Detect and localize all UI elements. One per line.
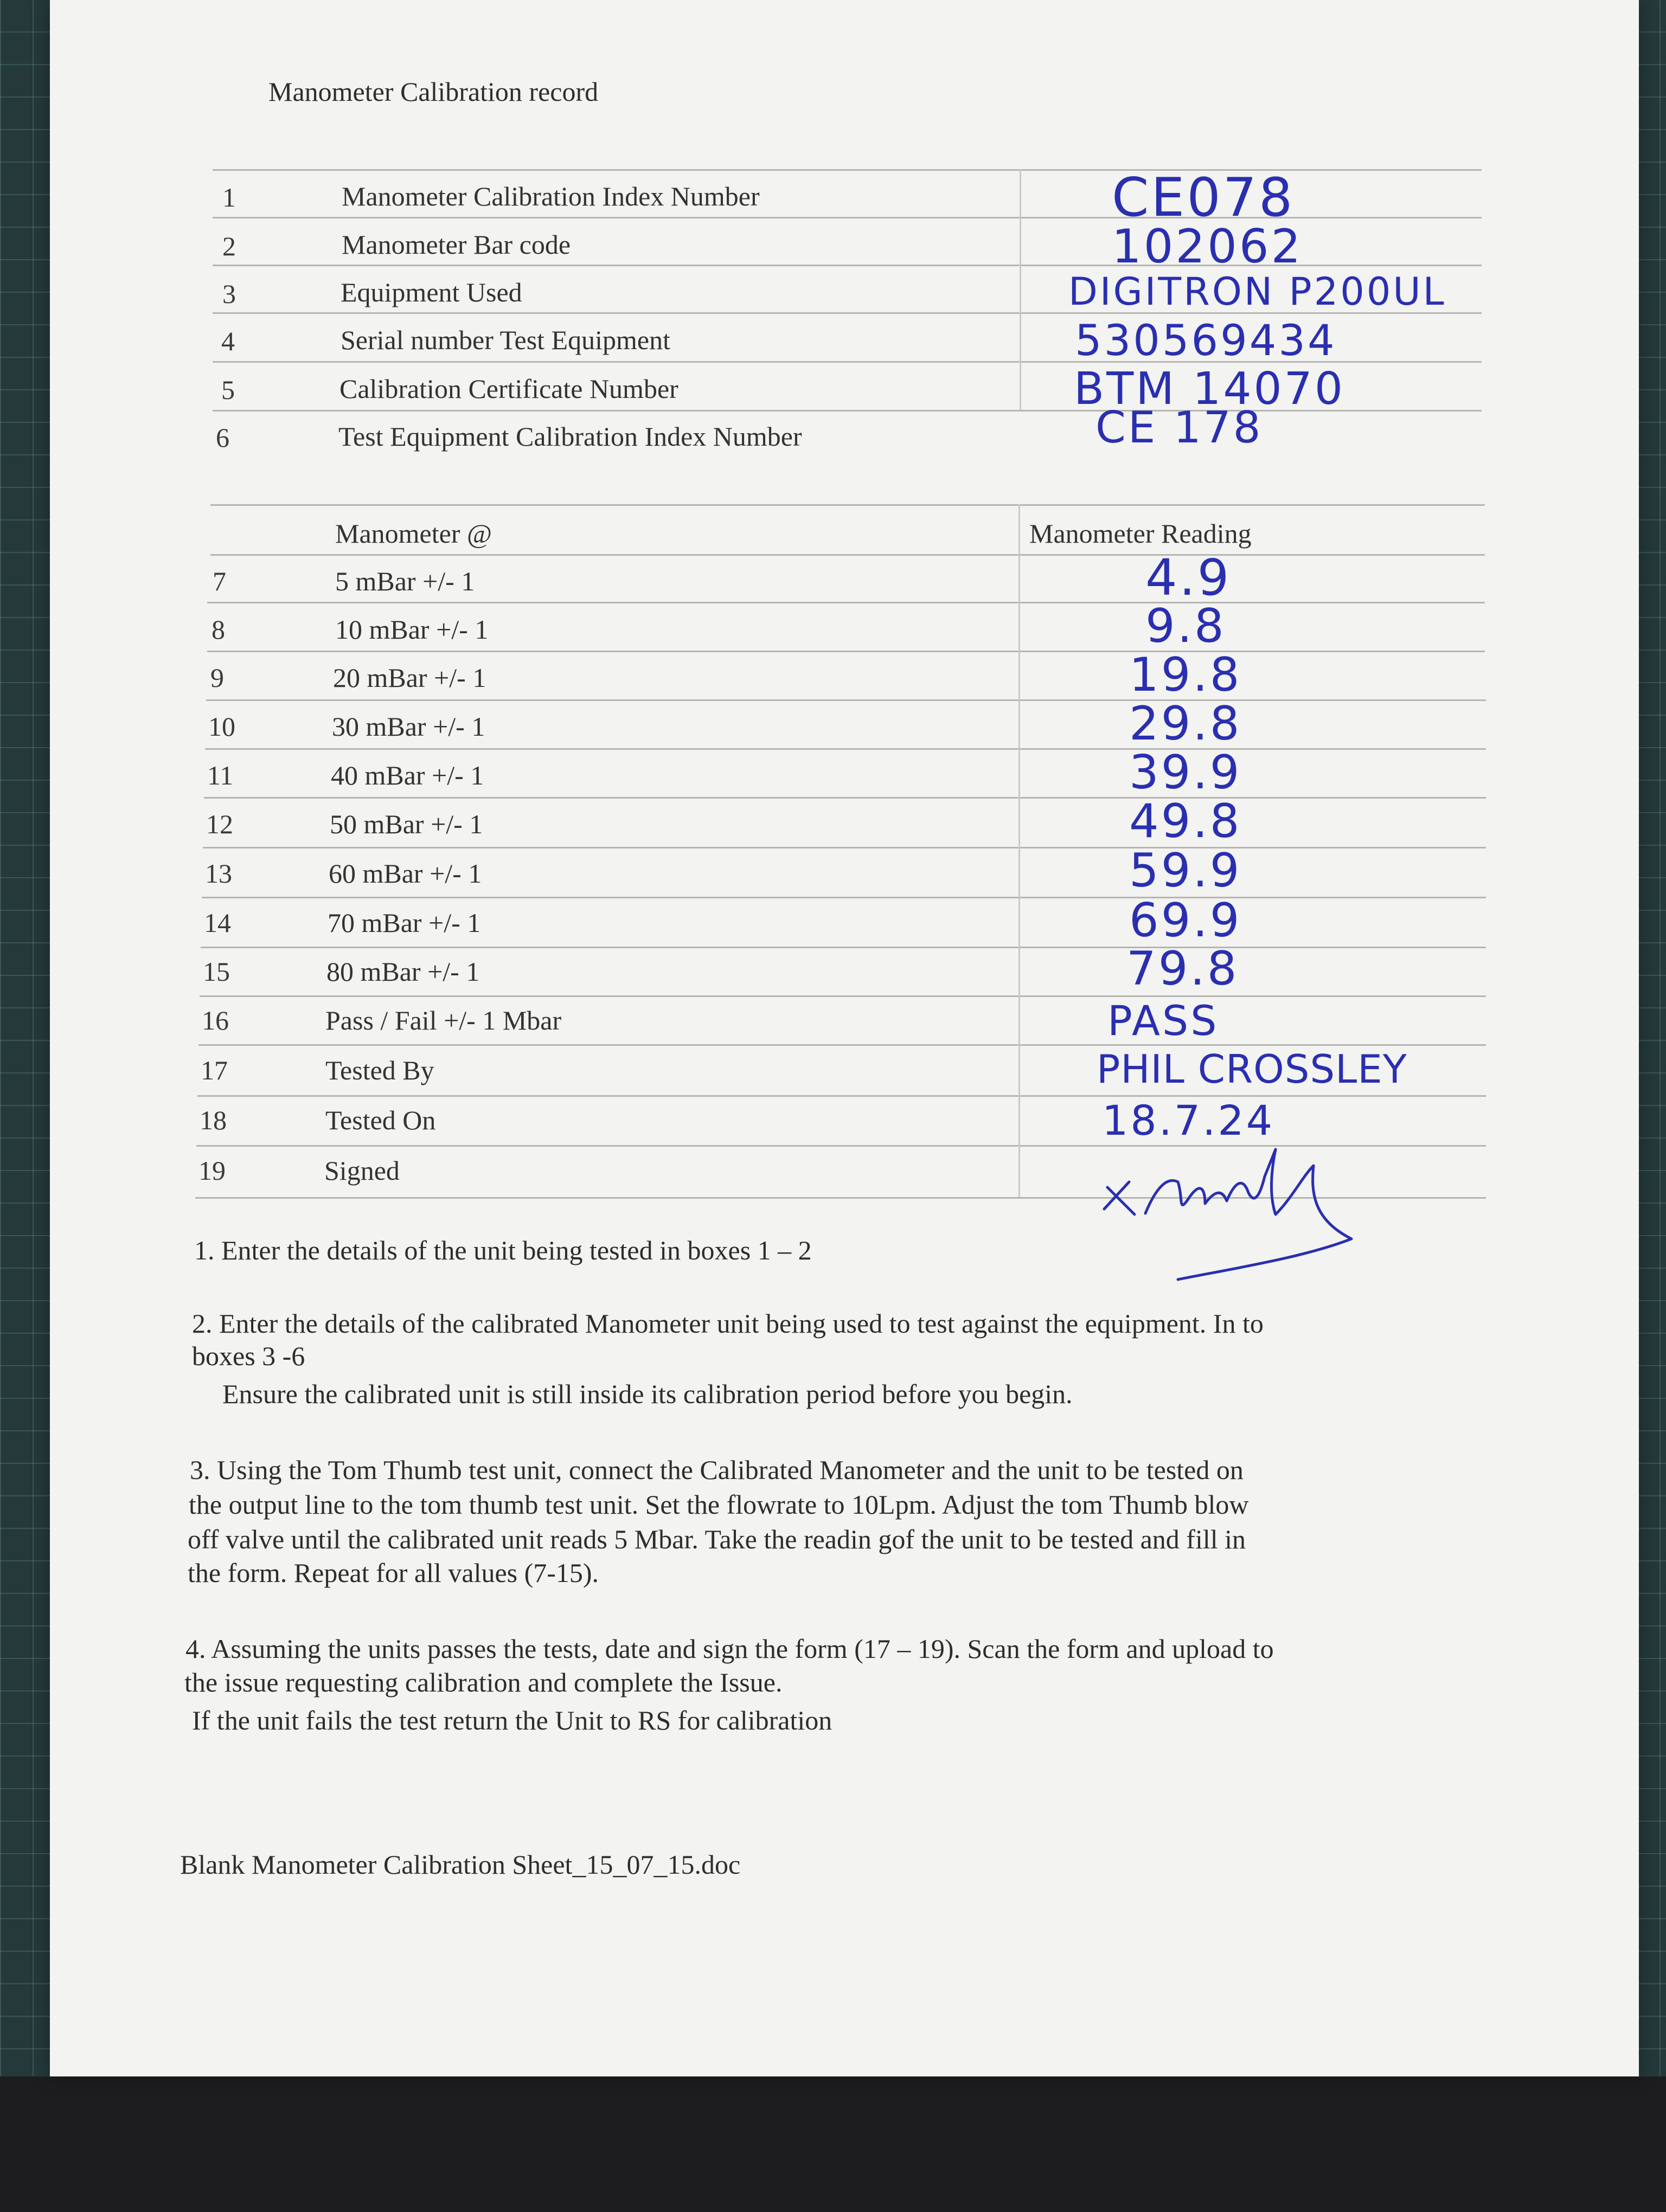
reading-label: Pass / Fail +/- 1 Mbar: [325, 1005, 562, 1036]
handwritten-reading: PASS: [1107, 996, 1219, 1045]
handwritten-reading: 69.9: [1129, 893, 1242, 948]
reading-label: 40 mBar +/- 1: [331, 760, 484, 790]
reading-label: Tested On: [325, 1105, 436, 1135]
handwritten-reading: PHIL CROSSLEY: [1097, 1046, 1407, 1092]
handwritten-value: BTM 14070: [1074, 363, 1345, 415]
handwritten-reading: 29.8: [1129, 697, 1242, 751]
reading-num: 7: [213, 566, 226, 596]
reading-num: 10: [208, 711, 235, 742]
handwritten-reading: 59.9: [1129, 844, 1242, 898]
detail-label: Calibration Certificate Number: [339, 374, 678, 404]
handwritten-reading: 49.8: [1129, 794, 1242, 848]
document-footer: Blank Manometer Calibration Sheet_15_07_15.doc: [180, 1849, 741, 1880]
document-title: Manometer Calibration record: [268, 76, 599, 107]
reading-label: 60 mBar +/- 1: [329, 858, 482, 889]
handwritten-reading: 79.8: [1126, 942, 1239, 996]
detail-num: 2: [222, 231, 236, 261]
handwritten-value: 530569434: [1075, 317, 1337, 365]
detail-num: 1: [222, 182, 236, 213]
instruction-line: the form. Repeat for all values (7-15).: [188, 1558, 599, 1588]
instruction-line: off valve until the calibrated unit reads 5 Mbar. Take the readin gof the unit to be tested and fill in: [188, 1524, 1246, 1554]
reading-label: Tested By: [325, 1055, 434, 1085]
reading-num: 13: [205, 858, 232, 889]
reading-num: 14: [204, 908, 231, 938]
reading-num: 18: [200, 1105, 227, 1135]
reading-label: 30 mBar +/- 1: [332, 711, 485, 742]
reading-label: 20 mBar +/- 1: [333, 663, 486, 693]
instruction-line: the issue requesting calibration and complete the Issue.: [184, 1667, 783, 1697]
reading-label: 80 mBar +/- 1: [326, 956, 480, 987]
readings-header-right: Manometer Reading: [1029, 518, 1252, 549]
reading-num: 17: [201, 1055, 228, 1085]
reading-label: 50 mBar +/- 1: [330, 809, 483, 839]
reading-num: 19: [198, 1155, 226, 1186]
reading-label: 5 mBar +/- 1: [335, 566, 475, 596]
detail-num: 3: [222, 279, 236, 309]
instruction-line: If the unit fails the test return the Unit to RS for calibration: [192, 1705, 832, 1735]
handwritten-reading: 9.8: [1145, 599, 1226, 653]
handwritten-value: CE 178: [1095, 402, 1263, 453]
readings-header-left: Manometer @: [335, 518, 492, 549]
detail-label: Test Equipment Calibration Index Number: [338, 421, 802, 452]
detail-num: 5: [221, 375, 235, 405]
instruction-line: Ensure the calibrated unit is still inside its calibration period before you begin.: [222, 1379, 1073, 1409]
reading-num: 9: [210, 663, 224, 693]
handwritten-value: 102062: [1112, 220, 1303, 274]
handwritten-reading: 18.7.24: [1102, 1096, 1275, 1144]
calibration-sheet: [50, 0, 1639, 2076]
handwritten-reading: 19.8: [1129, 648, 1242, 702]
detail-label: Equipment Used: [341, 277, 522, 307]
reading-num: 12: [206, 809, 233, 839]
detail-label: Manometer Bar code: [342, 229, 571, 260]
instruction-line: boxes 3 -6: [192, 1341, 305, 1371]
reading-label: 70 mBar +/- 1: [328, 908, 481, 938]
instruction-line: 2. Enter the details of the calibrated Manometer unit being used to test against the equipment. In to: [192, 1308, 1264, 1339]
instruction-line: 4. Assuming the units passes the tests, date and sign the form (17 – 19). Scan the form and upload to: [185, 1634, 1274, 1664]
reading-label: Signed: [324, 1155, 400, 1186]
reading-num: 16: [202, 1005, 229, 1036]
instruction-line: the output line to the tom thumb test unit. Set the flowrate to 10Lpm. Adjust the tom Thumb blow: [189, 1489, 1249, 1520]
handwritten-value: DIGITRON P200UL: [1068, 269, 1446, 314]
detail-label: Manometer Calibration Index Number: [342, 181, 760, 211]
reading-num: 15: [203, 956, 230, 987]
detail-num: 4: [221, 326, 235, 356]
reading-label: 10 mBar +/- 1: [335, 614, 489, 645]
mat-bottom-edge: [0, 2076, 1666, 2212]
instruction-line: 1. Enter the details of the unit being tested in boxes 1 – 2: [194, 1235, 812, 1265]
reading-num: 11: [207, 760, 234, 790]
detail-num: 6: [216, 422, 229, 453]
signature-scribble: [1097, 1144, 1422, 1290]
handwritten-value: CE078: [1112, 167, 1295, 229]
handwritten-reading: 4.9: [1145, 549, 1232, 607]
handwritten-reading: 39.9: [1129, 745, 1242, 800]
instruction-line: 3. Using the Tom Thumb test unit, connect the Calibrated Manometer and the unit to be tested on: [190, 1455, 1244, 1485]
detail-label: Serial number Test Equipment: [341, 325, 670, 355]
reading-num: 8: [212, 614, 225, 645]
